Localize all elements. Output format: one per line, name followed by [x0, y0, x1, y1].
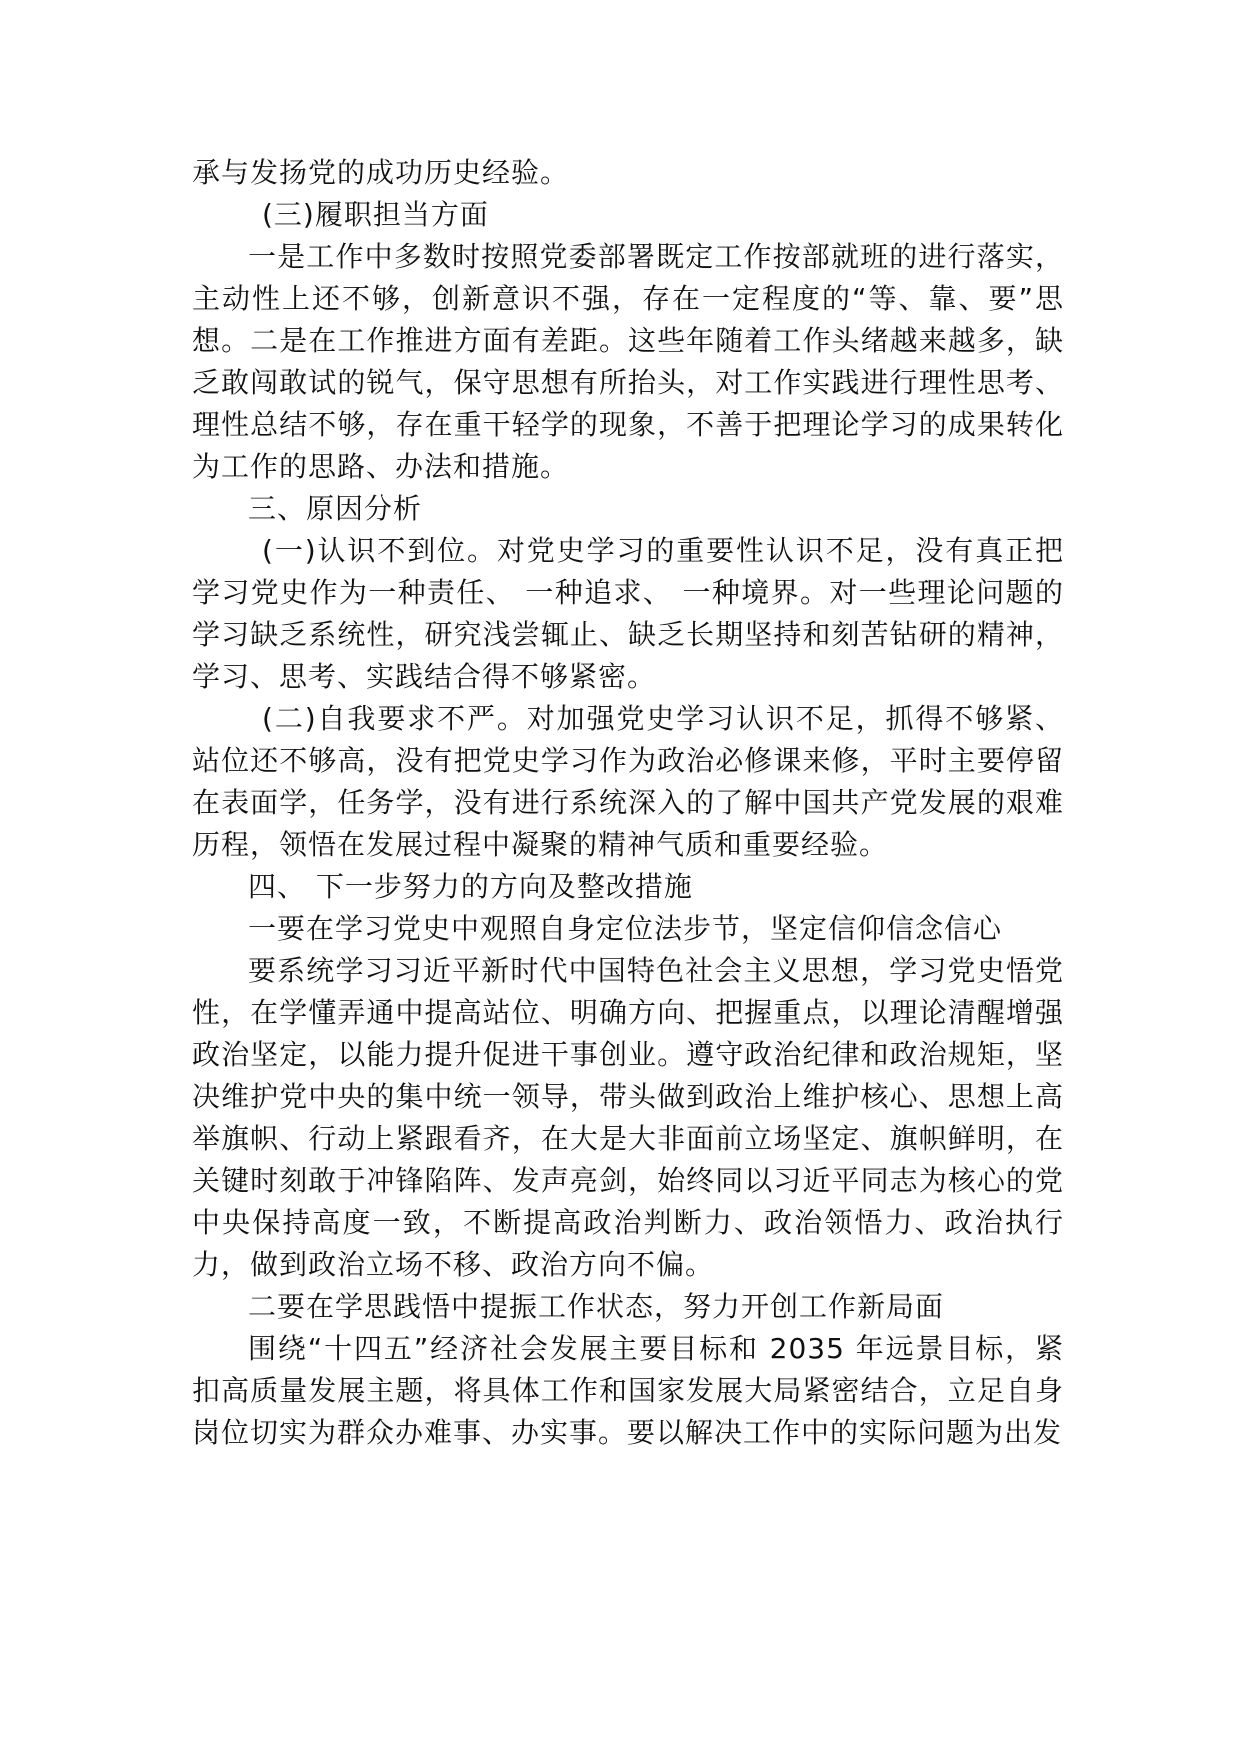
paragraph-step-two: 围绕“十四五”经济社会发展主要目标和 2035 年远景目标，紧扣高质量发展主题，将具体工作和国家发展大局紧密结合，立足自身岗位切实为群众办难事、办实事。要以解决工作中的实际问题为出发	[192, 1332, 1064, 1449]
heading-next-steps: 四、 下一步努力的方向及整改措施	[248, 870, 693, 903]
subheading-step-two: 二要在学思践悟中提振工作状态，努力开创工作新局面	[248, 1290, 945, 1323]
subheading-duty-performance: (三)履职担当方面	[262, 198, 489, 231]
paragraph-duty-performance: 一是工作中多数时按照党委部署既定工作按部就班的进行落实，主动性上还不够，创新意识不强，存在一定程度的“等、靠、要”思想。二是在工作推进方面有差距。这些年随着工作头绪越来越多，缺乏敢闯敢试的锐气，保守思想有所抬头，对工作实践进行理性思考、理性总结不够，存在重干轻学的现象，不善于把理论学习的成果转化为工作的思路、办法和措施。	[192, 240, 1064, 483]
document-body	[192, 152, 1064, 1454]
paragraph-cause-awareness: (一)认识不到位。对党史学习的重要性认识不足，没有真正把学习党史作为一种责任、 一种追求、 一种境界。对一些理论问题的学习缺乏系统性，研究浅尝辄止、缺乏长期坚持和刻苦钻研的精神，学习、思考、实践结合得不够紧密。	[192, 534, 1064, 693]
subheading-step-one: 一要在学习党史中观照自身定位法步节，坚定信仰信念信心	[248, 912, 1003, 945]
paragraph-step-one: 要系统学习习近平新时代中国特色社会主义思想，学习党史悟党性，在学懂弄通中提高站位、明确方向、把握重点，以理论清醒增强政治坚定，以能力提升促进干事创业。遵守政治纪律和政治规矩，坚决维护党中央的集中统一领导，带头做到政治上维护核心、思想上高举旗帜、行动上紧跟看齐，在大是大非面前立场坚定、旗帜鲜明，在关键时刻敢于冲锋陷阵、发声亮剑，始终同以习近平同志为核心的党中央保持高度一致，不断提高政治判断力、政治领悟力、政治执行力，做到政治立场不移、政治方向不偏。	[192, 954, 1064, 1281]
paragraph-continuation: 承与发扬党的成功历史经验。	[192, 156, 570, 189]
paragraph-cause-self-discipline: (二)自我要求不严。对加强党史学习认识不足，抓得不够紧、站位还不够高，没有把党史学习作为政治必修课来修，平时主要停留在表面学，任务学，没有进行系统深入的了解中国共产党发展的艰难历程，领悟在发展过程中凝聚的精神气质和重要经验。	[192, 702, 1064, 861]
heading-cause-analysis: 三、原因分析	[248, 492, 423, 525]
